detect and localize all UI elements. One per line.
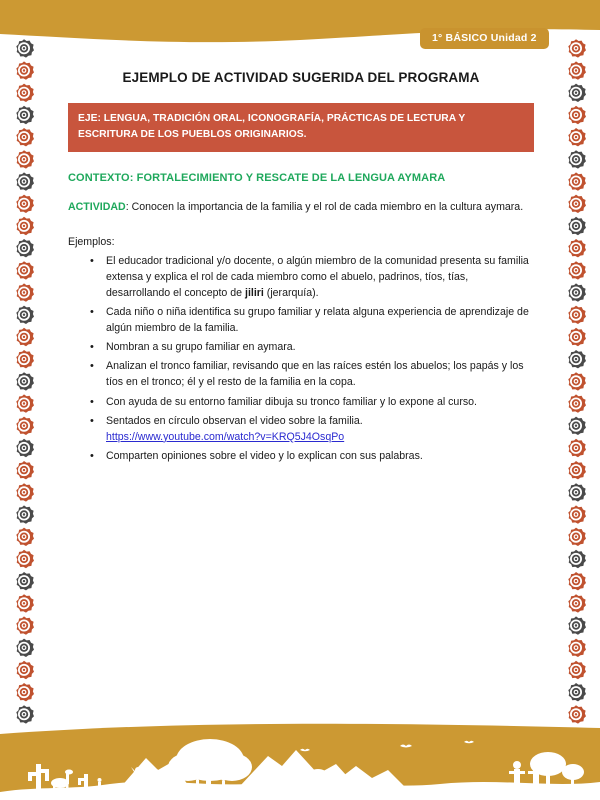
left-border-ornament	[13, 38, 35, 738]
list-item	[106, 304, 534, 336]
list-item-text: El educador tradicional y/o docente, o algún miembro de la comunidad presenta su familia extensa y explica el rol de cada miembro como el abuelo, padrinos, tíos, tías, desarrollando el concepto de	[106, 254, 529, 299]
ejemplos-label: Ejemplos:	[68, 235, 115, 248]
examples-list	[68, 253, 534, 464]
list-item-emphasis: jiliri	[245, 286, 264, 299]
actividad-label: ACTIVIDAD	[68, 200, 126, 213]
right-border-ornament	[565, 38, 587, 738]
list-item-text: Comparten opiniones sobre el video y lo explican con sus palabras.	[106, 449, 423, 462]
list-item-text: Con ayuda de su entorno familiar dibuja su tronco familiar y lo expone al curso.	[106, 395, 477, 408]
list-item-text-tail: (jerarquía).	[263, 286, 319, 299]
actividad-line	[68, 200, 534, 216]
list-item-text: Analizan el tronco familiar, revisando que en las raíces estén los abuelos; los papás y los tíos en el tronco; él y el resto de la familia en la copa.	[106, 360, 524, 389]
eje-banner: EJE: LENGUA, TRADICIÓN ORAL, ICONOGRAFÍA, PRÁCTICAS DE LECTURA Y ESCRITURA DE LOS PUEBLOS ORIGINARIOS.	[68, 103, 534, 152]
list-item-text: Nombran a su grupo familiar en aymara.	[106, 341, 296, 354]
list-item	[106, 253, 534, 301]
page-title: EJEMPLO DE ACTIVIDAD SUGERIDA DEL PROGRAMA	[122, 70, 480, 85]
list-item	[106, 358, 534, 390]
list-item	[106, 413, 534, 445]
contexto-heading: CONTEXTO: FORTALECIMIENTO Y RESCATE DE LA LENGUA AYMARA	[68, 171, 446, 184]
actividad-text: : Conocen la importancia de la familia y el rol de cada miembro en la cultura aymara.	[125, 200, 524, 213]
list-item-text: Cada niño o niña identifica su grupo familiar y relata alguna experiencia de aprendizaje de algún miembro de la familia.	[106, 306, 529, 335]
list-item	[106, 448, 534, 464]
list-item	[106, 394, 534, 410]
unit-badge: 1° BÁSICO Unidad 2	[420, 28, 549, 49]
document-content	[68, 60, 534, 467]
list-item	[106, 339, 534, 355]
list-item-text: Sentados en círculo observan el video sobre la familia.	[106, 414, 363, 427]
bottom-illustration-band	[0, 720, 600, 800]
video-link[interactable]: https://www.youtube.com/watch?v=KRQ5J4OsqPo	[106, 430, 345, 443]
